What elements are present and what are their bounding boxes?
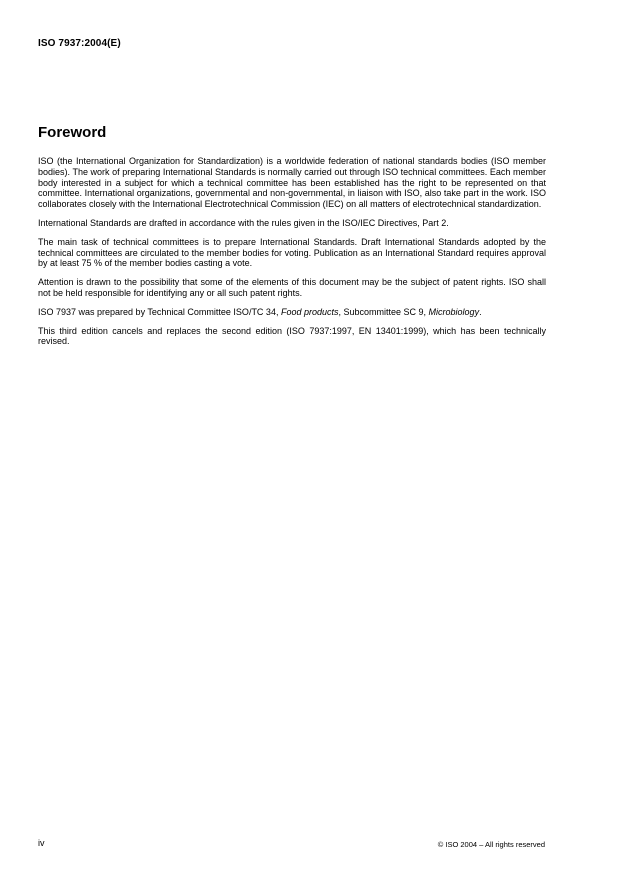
section-title: Foreword (38, 124, 107, 141)
document-code: ISO 7937:2004(E) (38, 38, 121, 49)
paragraph-edition: This third edition cancels and replaces the second edition (ISO 7937:1997, EN 13401:1999), which has been technically revised. (38, 325, 546, 347)
microbiology-term: Microbiology (428, 306, 480, 317)
paragraph-directives: International Standards are drafted in accordance with the rules given in the ISO/IEC Directives, Part 2. (38, 217, 449, 228)
copyright-notice: © ISO 2004 – All rights reserved (437, 840, 545, 849)
page-number: iv (38, 838, 45, 848)
period-text: . (479, 306, 482, 317)
paragraph-patent-rights: Attention is drawn to the possibility that some of the elements of this document may be the subject of patent rights. ISO shall not be held responsible for identifying any or all such patent rights. (38, 277, 546, 298)
paragraph-committees: The main task of technical committees is to prepare International Standards. Draft International Standards adopted by the technical committees are circulated to the member bodies for voting. Publication as an International Standard requires approval by at least 75 % of the member bodies casting a vote. (38, 236, 546, 269)
food-products-term: Food products (280, 306, 339, 317)
foreword-body (38, 156, 546, 355)
paragraph-iso-intro: ISO (the International Organization for Standardization) is a worldwide federation of national standards bodies (ISO member bodies). The work of preparing International Standards is normally carried out through ISO technical committees. Each member body interested in a subject for which a technical committee has been established has the right to be represented on that committee. International organizations, governmental and non-governmental, in liaison with ISO, also take part in the work. ISO collaborates closely with the International Electrotechnical Commission (IEC) on all matters of electrotechnical standardization. (38, 156, 546, 210)
prepared-by-text: ISO 7937 was prepared by Technical Committee ISO/TC 34, (38, 306, 281, 317)
subcommittee-text: , Subcommittee SC 9, (338, 306, 429, 317)
paragraph-prepared-by (38, 307, 546, 318)
